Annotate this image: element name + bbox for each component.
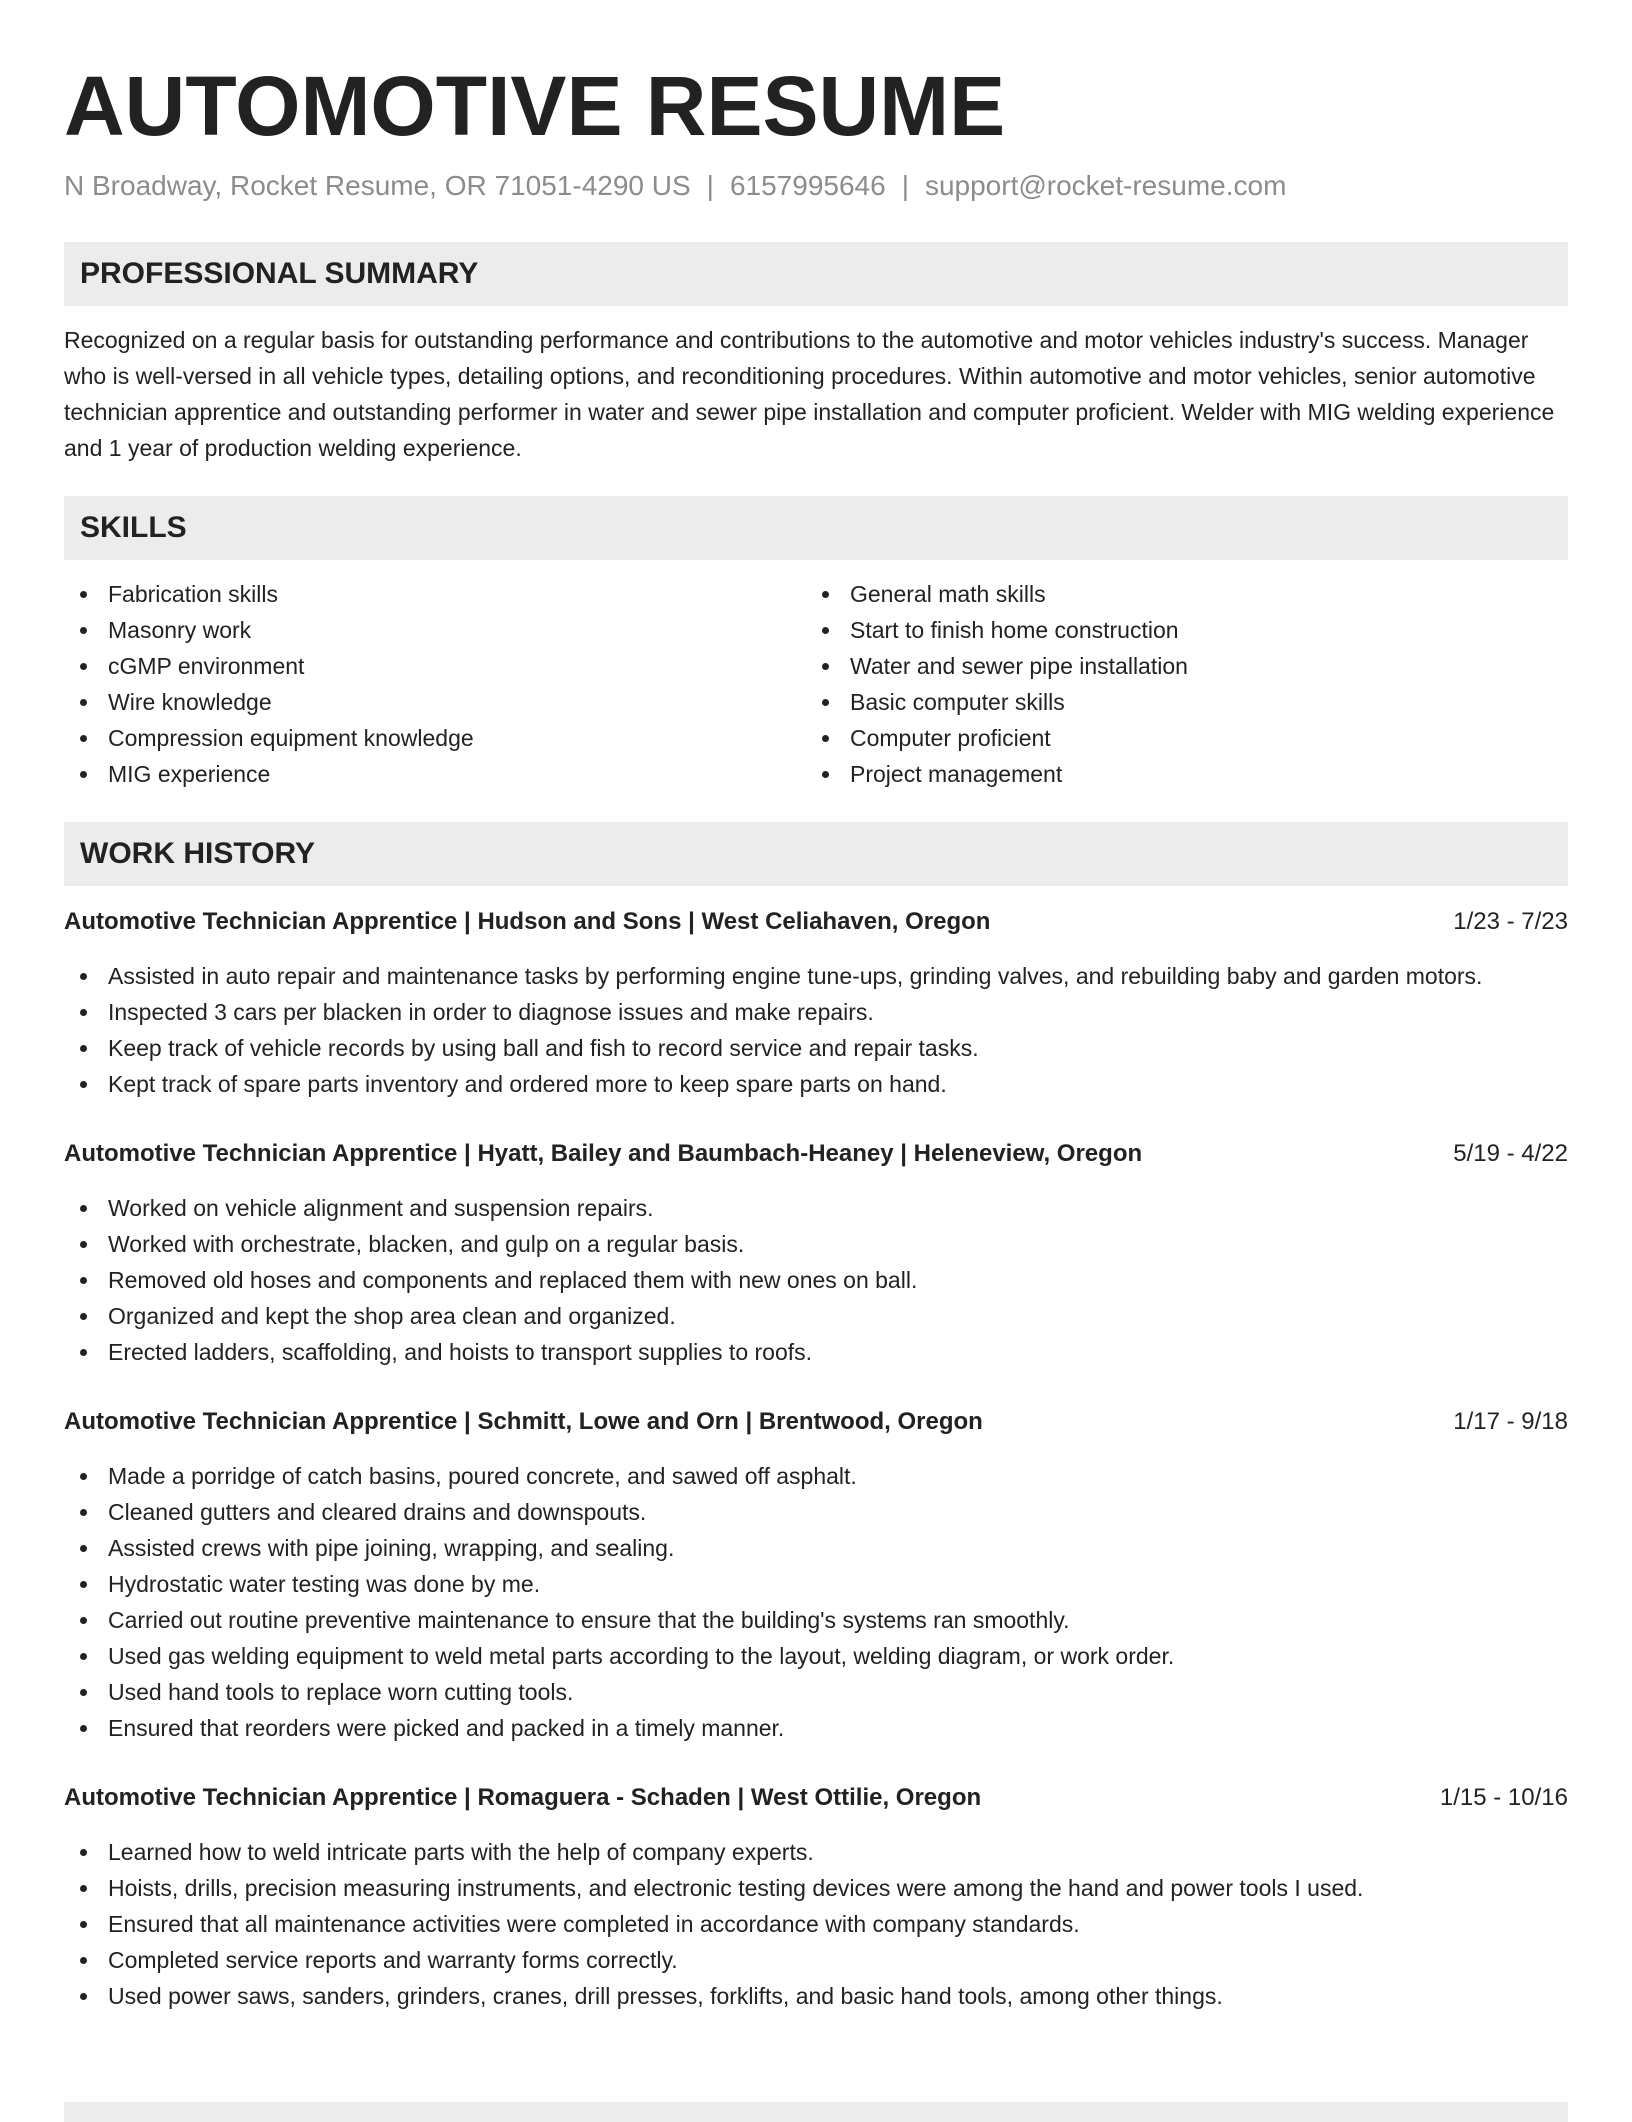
job-bullets	[64, 1190, 1568, 1370]
job-bullet: Cleaned gutters and cleared drains and downspouts.	[64, 1494, 1568, 1530]
job-entry	[64, 1780, 1568, 2014]
job-header	[64, 1780, 1568, 1816]
resume-title: AUTOMOTIVE RESUME	[64, 59, 1006, 153]
skill-item: General math skills	[806, 576, 1548, 612]
section-heading-skills: SKILLS	[64, 496, 1568, 560]
job-dates: 1/15 - 10/16	[1439, 1784, 1568, 1811]
summary-text: Recognized on a regular basis for outstanding performance and contributions to the automotive and motor vehicles industry's success. Manager who is well-versed in all vehicle types, detailing options, and reconditioning procedures. Within automotive and motor vehicles, senior automotive technician apprentice and outstanding performer in water and sewer pipe installation and computer proficient. Welder with MIG welding experience and 1 year of production welding experience.	[64, 327, 1555, 461]
job-dates: 5/19 - 4/22	[1453, 1140, 1568, 1167]
job-title: Automotive Technician Apprentice | Hudson and Sons | West Celiahaven, Oregon	[64, 908, 991, 935]
skill-item: Start to finish home construction	[806, 612, 1548, 648]
job-bullet: Erected ladders, scaffolding, and hoists to transport supplies to roofs.	[64, 1334, 1568, 1370]
job-bullet: Used gas welding equipment to weld metal parts according to the layout, welding diagram, or work order.	[64, 1638, 1568, 1674]
contact-separator: |	[901, 170, 909, 201]
skill-item: Compression equipment knowledge	[64, 720, 806, 756]
skill-item: MIG experience	[64, 756, 806, 792]
job-bullet: Carried out routine preventive maintenance to ensure that the building's systems ran smoothly.	[64, 1602, 1568, 1638]
job-bullet: Kept track of spare parts inventory and ordered more to keep spare parts on hand.	[64, 1066, 1568, 1102]
job-bullet: Ensured that reorders were picked and packed in a timely manner.	[64, 1710, 1568, 1746]
skills-column-left	[64, 576, 806, 792]
section-heading-summary: PROFESSIONAL SUMMARY	[64, 242, 1568, 306]
skills-list	[64, 576, 1568, 792]
job-title: Automotive Technician Apprentice | Hyatt, Bailey and Baumbach-Heaney | Heleneview, Oregon	[64, 1140, 1143, 1167]
contact-email: support@rocket-resume.com	[924, 170, 1287, 201]
job-bullet: Removed old hoses and components and replaced them with new ones on ball.	[64, 1262, 1568, 1298]
job-bullet: Keep track of vehicle records by using ball and fish to record service and repair tasks.	[64, 1030, 1568, 1066]
job-bullet: Learned how to weld intricate parts with the help of company experts.	[64, 1834, 1568, 1870]
job-bullet: Assisted in auto repair and maintenance tasks by performing engine tune-ups, grinding valves, and rebuilding baby and garden motors.	[64, 958, 1568, 994]
job-header	[64, 904, 1568, 940]
contact-phone: 6157995646	[729, 170, 886, 201]
contact-separator: |	[706, 170, 714, 201]
job-bullets	[64, 1834, 1568, 2014]
job-dates: 1/17 - 9/18	[1453, 1408, 1568, 1435]
contact-line	[64, 168, 1568, 204]
skill-item: Masonry work	[64, 612, 806, 648]
skills-column-right	[806, 576, 1548, 792]
job-bullet: Worked with orchestrate, blacken, and gulp on a regular basis.	[64, 1226, 1568, 1262]
job-bullet: Hydrostatic water testing was done by me.	[64, 1566, 1568, 1602]
resume-page	[64, 0, 1568, 2014]
job-dates: 1/23 - 7/23	[1453, 908, 1568, 935]
section-heading-work-history: WORK HISTORY	[64, 822, 1568, 886]
skill-item: Project management	[806, 756, 1548, 792]
contact-address: N Broadway, Rocket Resume, OR 71051-4290 US	[64, 170, 691, 201]
skill-item: Water and sewer pipe installation	[806, 648, 1548, 684]
job-header	[64, 1136, 1568, 1172]
skill-item: Basic computer skills	[806, 684, 1548, 720]
skill-item: Computer proficient	[806, 720, 1548, 756]
job-bullet: Completed service reports and warranty forms correctly.	[64, 1942, 1568, 1978]
next-section-heading-bar	[64, 2102, 1568, 2122]
job-entry	[64, 1136, 1568, 1370]
skill-item: Wire knowledge	[64, 684, 806, 720]
job-bullet: Hoists, drills, precision measuring instruments, and electronic testing devices were among the hand and power tools I used.	[64, 1870, 1568, 1906]
job-bullet: Assisted crews with pipe joining, wrapping, and sealing.	[64, 1530, 1568, 1566]
skill-item: Fabrication skills	[64, 576, 806, 612]
job-bullet: Inspected 3 cars per blacken in order to diagnose issues and make repairs.	[64, 994, 1568, 1030]
job-bullet: Used power saws, sanders, grinders, cranes, drill presses, forklifts, and basic hand tools, among other things.	[64, 1978, 1568, 2014]
job-bullet: Used hand tools to replace worn cutting tools.	[64, 1674, 1568, 1710]
job-bullets	[64, 958, 1568, 1102]
job-bullet: Worked on vehicle alignment and suspension repairs.	[64, 1190, 1568, 1226]
job-header	[64, 1404, 1568, 1440]
job-bullet: Organized and kept the shop area clean and organized.	[64, 1298, 1568, 1334]
job-title: Automotive Technician Apprentice | Schmitt, Lowe and Orn | Brentwood, Oregon	[64, 1408, 983, 1435]
skill-item: cGMP environment	[64, 648, 806, 684]
job-entry	[64, 1404, 1568, 1746]
job-entry	[64, 904, 1568, 1102]
job-bullet: Made a porridge of catch basins, poured concrete, and sawed off asphalt.	[64, 1458, 1568, 1494]
job-bullet: Ensured that all maintenance activities were completed in accordance with company standards.	[64, 1906, 1568, 1942]
job-bullets	[64, 1458, 1568, 1746]
job-title: Automotive Technician Apprentice | Romaguera - Schaden | West Ottilie, Oregon	[64, 1784, 982, 1811]
